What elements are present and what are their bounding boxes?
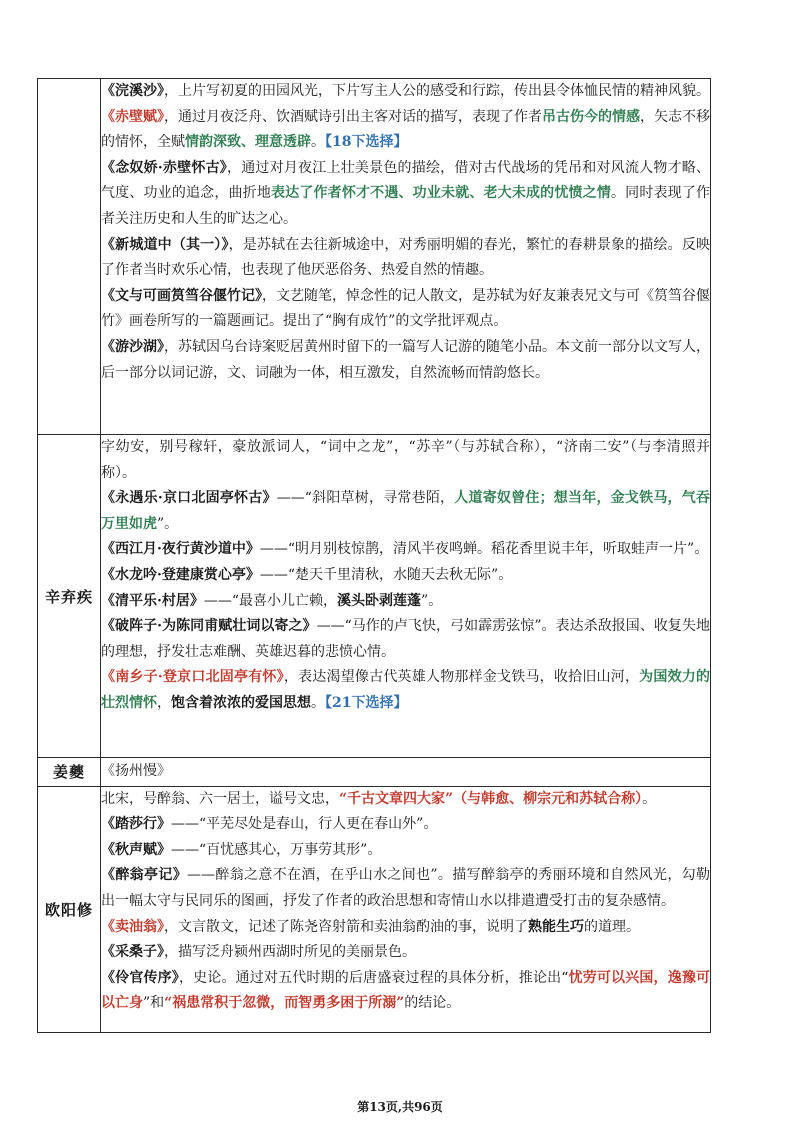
entry-paragraph xyxy=(101,614,710,665)
entry-text: ——“明月别枝惊鹊，清风半夜鸣蝉。稻花香里说丰年，听取蛙声一片”。 xyxy=(259,541,709,558)
highlight-text: “祸患常积于忽微，而智勇多困于所溺” xyxy=(164,995,405,1012)
entry-paragraph xyxy=(101,435,710,486)
entry-text: 。 xyxy=(311,694,325,711)
entry-paragraph xyxy=(101,665,710,716)
entry-paragraph xyxy=(101,335,710,386)
author-cell-ouyang-xiu: 欧阳修 xyxy=(38,786,101,1032)
highlight-text: 《念奴娇·赤壁怀古》 xyxy=(101,159,227,176)
entry-paragraph xyxy=(101,915,710,941)
highlight-text: 《水龙吟·登建康赏心亭》 xyxy=(101,566,260,583)
table-row-su-shi xyxy=(38,79,711,435)
entry-paragraph xyxy=(101,537,710,563)
entry-text: ”。 xyxy=(421,592,443,609)
entry-paragraph xyxy=(101,812,710,838)
content-cell-ouyang-xiu xyxy=(101,786,711,1032)
entry-paragraph xyxy=(101,486,710,537)
entry-paragraph xyxy=(101,79,710,105)
entry-text: ，史论。通过对五代时期的后唐盛衰过程的具体分析，推论出“ xyxy=(178,969,569,986)
entry-text: ——“楚天千里清秋，水随天去秋无际”。 xyxy=(259,566,513,583)
entry-paragraph xyxy=(101,838,710,864)
entry-text: ，通过月夜泛舟、饮酒赋诗引出主客对话的描写，表现了作者 xyxy=(164,108,542,125)
entry-text: ——醉翁之意不在酒，在乎山水之间也”。描写醉翁亭的秀丽环境和自然风光，勾勒出一幅太守与民同乐的图画，抒发了作者的政治思想和寄情山水以排遣遭受打击的复杂感情。 xyxy=(101,867,711,909)
content-cell-jiang-kui xyxy=(101,758,711,787)
author-cell-su-shi xyxy=(38,79,101,435)
table-row-xin-qiji xyxy=(38,435,711,758)
entry-paragraph xyxy=(101,787,710,813)
highlight-text: 饱含着浓浓的爱国思想 xyxy=(171,694,311,711)
entry-text: ——“马作的卢飞快，弓如霹雳弦惊”。表达杀敌报国、收复失地的理想，抒发壮志难酬、英雄迟暮的悲愤心情。 xyxy=(101,618,710,660)
highlight-text: 《游沙湖》 xyxy=(101,338,164,355)
highlight-text: 吊古伤今的情感 xyxy=(542,108,640,125)
highlight-text: 《秋声赋》 xyxy=(101,841,171,858)
highlight-text: 《踏莎行》 xyxy=(101,816,171,833)
highlight-text: “千古文章四大家”（与韩愈、柳宗元和苏轼合称） xyxy=(339,790,643,807)
highlight-text: 为国效力的壮烈情怀 xyxy=(101,669,711,711)
highlight-text: 《破阵子·为陈同甫赋壮词以寄之》 xyxy=(101,618,317,635)
highlight-text: 熟能生巧 xyxy=(528,918,584,935)
highlight-text: 人道寄奴曾住；想当年，金戈铁马，气吞万里如虎 xyxy=(101,490,710,532)
highlight-text: 《赤壁赋》 xyxy=(101,108,164,125)
author-cell-xin-qiji: 辛弃疾 xyxy=(38,435,101,758)
entry-text: 。 xyxy=(642,790,657,807)
exam-tag: 【18下选择】 xyxy=(325,134,408,151)
entry-paragraph xyxy=(101,563,710,589)
entry-text: 的结论。 xyxy=(404,995,461,1012)
entry-paragraph xyxy=(101,759,710,785)
entry-text: ，描写泛舟颍州西湖时所见的美丽景色。 xyxy=(164,944,416,961)
entry-text: ”。 xyxy=(157,515,179,532)
entry-text: ，文言散文，记述了陈尧咨射箭和卖油翁酌油的事，说明了 xyxy=(164,918,528,935)
author-cell-jiang-kui: 姜夔 xyxy=(38,758,101,787)
highlight-text: 《南乡子·登京口北固亭有怀》 xyxy=(101,669,284,686)
entry-text: ——“斜阳草树，寻常巷陌， xyxy=(276,490,455,507)
highlight-text: 《卖油翁》 xyxy=(101,918,164,935)
entry-paragraph xyxy=(101,940,710,966)
highlight-text: 《清平乐·村居》 xyxy=(101,592,204,609)
highlight-text: 溪头卧剥莲蓬 xyxy=(337,592,422,609)
page-number: 第13页,共96页 xyxy=(357,1100,443,1114)
highlight-text: 《新城道中（其一）》 xyxy=(101,236,229,253)
entry-text: 。 xyxy=(311,134,325,151)
entry-text: ，文艺随笔，悼念性的记人散文，是苏轼为好友兼表兄文与可《筼筜谷偃竹》画卷所写的一篇题画记。提出了“胸有成竹”的文学批评观点。 xyxy=(101,287,710,330)
entry-paragraph xyxy=(101,156,710,233)
entry-text: ，矢志不移的情怀，全赋 xyxy=(101,108,710,151)
entry-text: ——“平芜尽处是春山，行人更在春山外”。 xyxy=(171,816,438,833)
entry-text: ”和 xyxy=(143,995,165,1012)
literature-table xyxy=(37,78,711,1033)
entry-paragraph xyxy=(101,233,710,284)
entry-paragraph xyxy=(101,863,710,914)
entry-paragraph xyxy=(101,966,710,1017)
content-cell-su-shi xyxy=(101,79,711,435)
entry-text: ——“百忧感其心，万事劳其形”。 xyxy=(171,841,382,858)
entry-text: ，苏轼因乌台诗案贬居黄州时留下的一篇写人记游的随笔小品。本文前一部分以文写人，后一部分以词记游，文、词融为一体，相互激发，自然流畅而情韵悠长。 xyxy=(101,338,710,381)
entry-text: ，是苏轼在去往新城途中，对秀丽明媚的春光，繁忙的春耕景象的描绘。反映了作者当时欢乐心情，也表现了他厌恶俗务、热爱自然的情趣。 xyxy=(101,236,711,279)
entry-text: 北宋，号醉翁、六一居士，谥号文忠， xyxy=(101,790,339,807)
highlight-text: 《醉翁亭记》 xyxy=(101,867,188,884)
entry-text: 。同时表现了作者关注历史和人生的旷达之心。 xyxy=(101,185,710,227)
highlight-text: 忧劳可以兴国，逸豫可以亡身 xyxy=(101,969,711,1012)
highlight-text: 《永遇乐·京口北固亭怀古》 xyxy=(101,490,277,507)
entry-paragraph xyxy=(101,589,710,615)
highlight-text: 表达了作者怀才不遇、功业未就、老大未成的忧愤之情 xyxy=(271,185,611,202)
highlight-text: 《伶官传序》 xyxy=(101,969,179,986)
highlight-text: 《浣溪沙》 xyxy=(101,83,164,99)
entry-text: 字幼安，别号稼轩，豪放派词人，“词中之龙”，“苏辛”（与苏轼合称），“济南二安”（与李清照并称）。 xyxy=(101,439,710,481)
entry-text: ，上片写初夏的田园风光，下片写主人公的感受和行踪，传出县令体恤民情的精神风貌。 xyxy=(164,83,710,99)
highlight-text: 《文与可画筼筜谷偃竹记》 xyxy=(101,287,262,304)
entry-text: 《扬州慢》 xyxy=(101,763,171,779)
table-row-jiang-kui xyxy=(38,758,711,787)
highlight-text: 情韵深致、理意透辟 xyxy=(185,134,311,151)
entry-paragraph xyxy=(101,284,710,335)
highlight-text: 《采桑子》 xyxy=(101,944,164,961)
entry-text: ， xyxy=(157,694,171,711)
entry-text: ，通过对月夜江上壮美景色的描绘，借对古代战场的凭吊和对风流人物才略、气度、功业的追念，曲折地 xyxy=(101,159,711,202)
exam-tag: 【21下选择】 xyxy=(325,694,408,711)
entry-text: ，表达渴望像古代英雄人物那样金戈铁马，收拾旧山河， xyxy=(283,669,640,686)
table-row-ouyang-xiu xyxy=(38,786,711,1032)
entry-text: 的道理。 xyxy=(584,918,640,935)
highlight-text: 《西江月·夜行黄沙道中》 xyxy=(101,541,260,558)
entry-text: ——“最喜小儿亡赖， xyxy=(203,592,338,609)
entry-paragraph xyxy=(101,105,710,156)
content-cell-xin-qiji xyxy=(101,435,711,758)
